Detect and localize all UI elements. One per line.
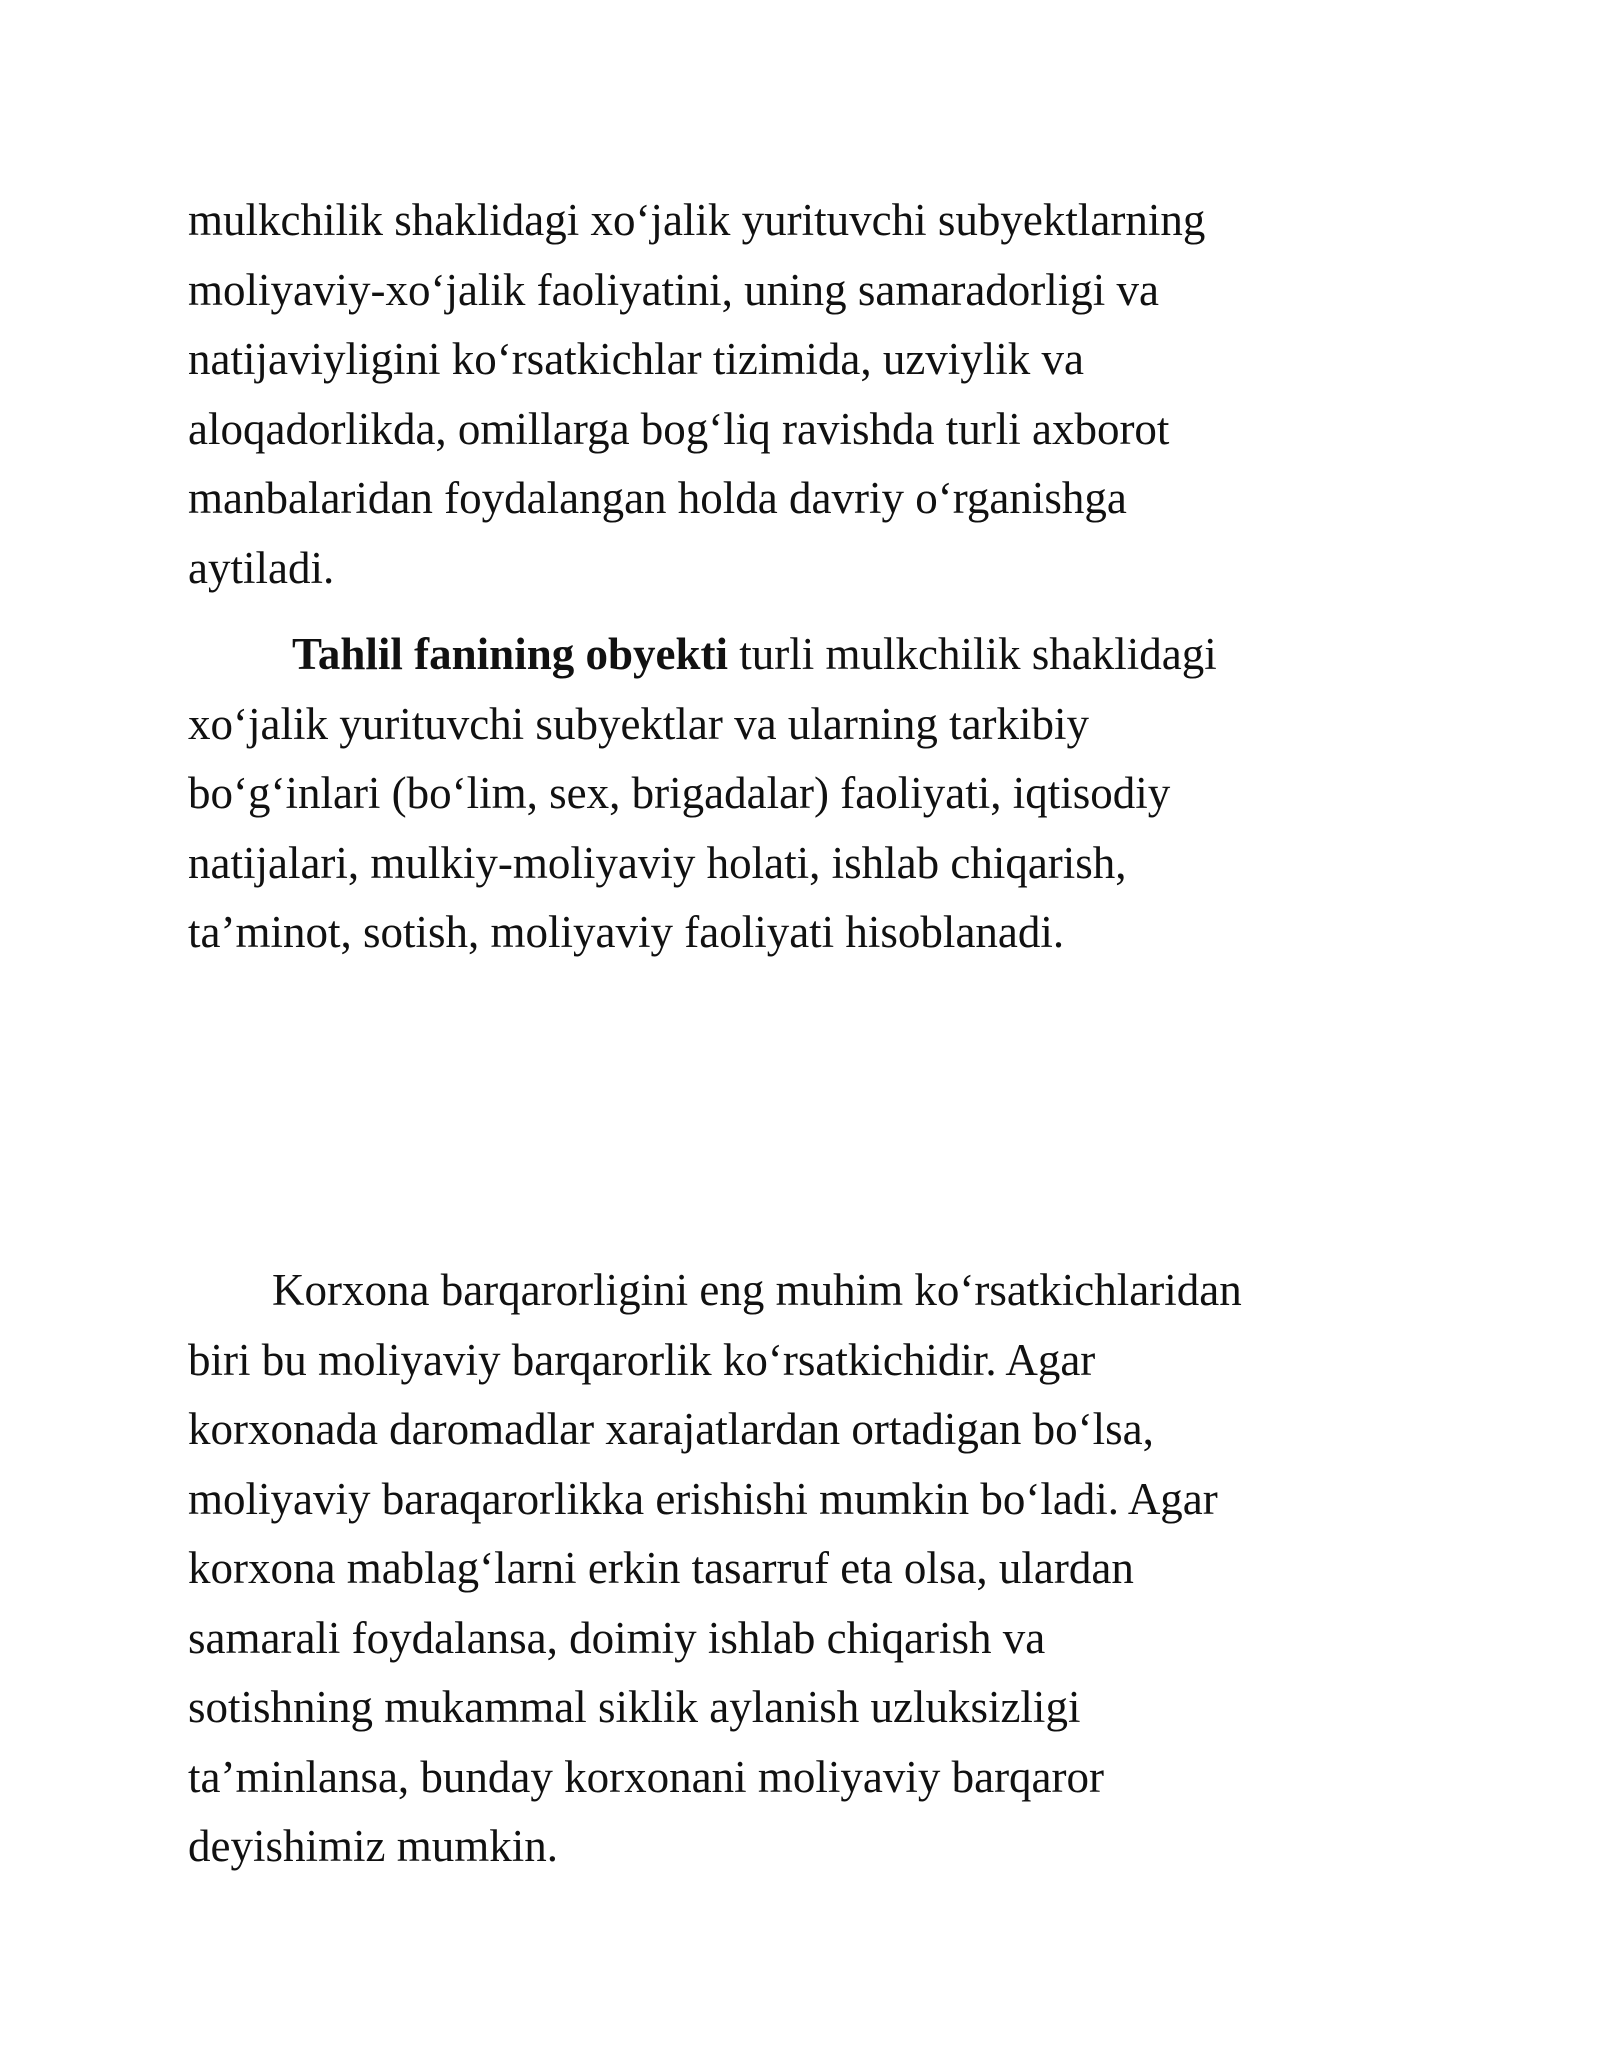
text-line: mulkchilik shaklidagi xo‘jalik yurituvchi subyektlarning [188, 195, 1206, 245]
text-line: deyishimiz mumkin. [188, 1821, 558, 1871]
text-line: moliyaviy-xo‘jalik faoliyatini, uning samaradorligi va [188, 264, 1160, 315]
text-line: ta’minlansa, bunday korxonani moliyaviy barqaror [188, 1751, 1104, 1802]
text-line: korxonada daromadlar xarajatlardan ortadigan bo‘lsa, [188, 1404, 1154, 1454]
text-line: aytiladi. [188, 542, 335, 593]
text-line: natijalari, mulkiy-moliyaviy holati, ishlab chiqarish, [188, 837, 1127, 888]
text-line: manbalaridan foydalangan holda davriy o‘rganishga [188, 473, 1127, 523]
text-line: moliyaviy baraqarorlikka erishishi mumkin bo‘ladi. Agar [188, 1473, 1218, 1524]
paragraph-financial-stability [188, 1256, 1448, 1882]
text-line-first [188, 620, 1448, 690]
text-line: aloqadorlikda, omillarga bog‘liq ravishda turli axborot [188, 403, 1170, 454]
text-line: ta’minot, sotish, moliyaviy faoliyati hisoblanadi. [188, 907, 1065, 957]
paragraph-analysis-object [188, 620, 1448, 968]
text-line-first: Korxona barqarorligini eng muhim ko‘rsatkichlaridan [272, 1265, 1242, 1315]
text-line: korxona mablag‘larni erkin tasarruf eta olsa, ulardan [188, 1543, 1134, 1593]
text-line: biri bu moliyaviy barqarorlik ko‘rsatkichidir. Agar [188, 1334, 1096, 1385]
paragraph-definition-continuation [188, 186, 1448, 603]
text-line: sotishning mukammal siklik aylanish uzluksizligi [188, 1682, 1081, 1732]
text-line: natijaviyligini ko‘rsatkichlar tizimida, uzviylik va [188, 334, 1085, 384]
bold-term: Tahlil fanining obyekti [292, 629, 729, 679]
text-line: samarali foydalansa, doimiy ishlab chiqarish va [188, 1612, 1046, 1663]
text-line: bo‘g‘inlari (bo‘lim, sex, brigadalar) faoliyati, iqtisodiy [188, 768, 1171, 818]
text-run: turli mulkchilik shaklidagi [728, 629, 1217, 679]
text-line: xo‘jalik yurituvchi subyektlar va ularning tarkibiy [188, 698, 1090, 749]
